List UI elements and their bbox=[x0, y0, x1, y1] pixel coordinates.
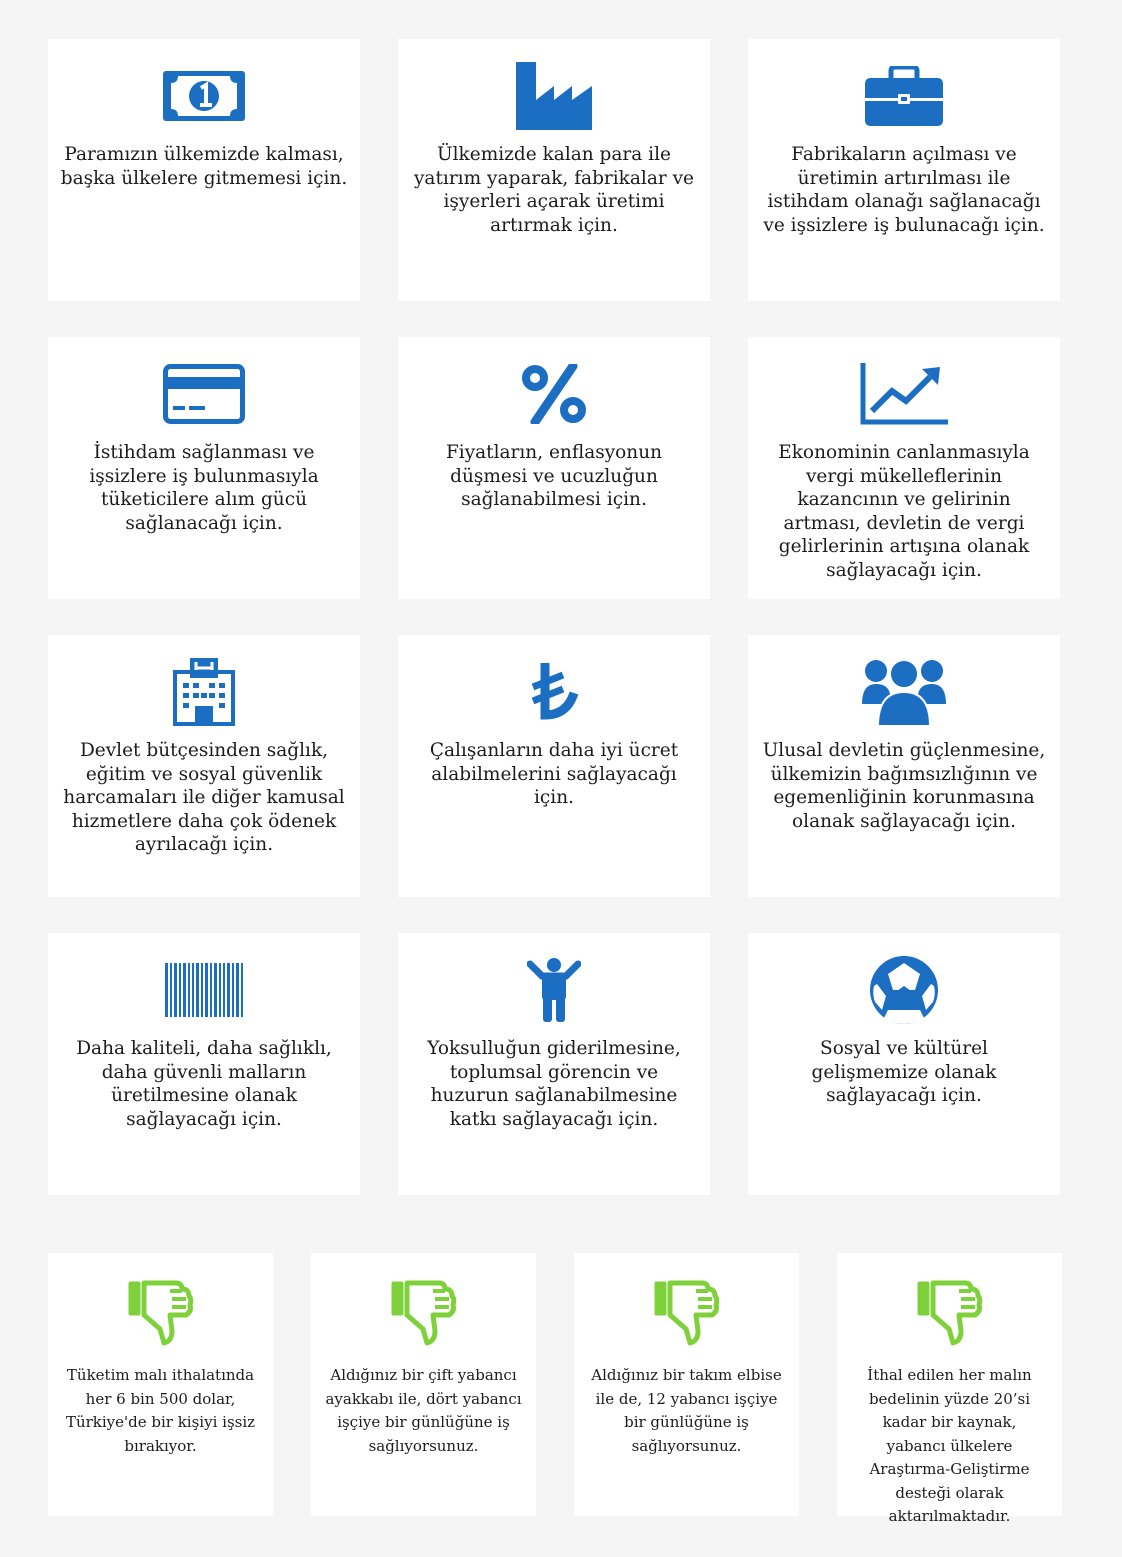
thumbs-down-icon bbox=[126, 1277, 196, 1347]
benefits-grid bbox=[48, 39, 1060, 1195]
benefit-card bbox=[398, 39, 710, 301]
benefit-text: Çalışanların daha iyi ücret alabilmelerini sağlayacağı için. bbox=[429, 740, 679, 808]
thumbs-down-icon bbox=[389, 1277, 459, 1347]
hospital-icon bbox=[159, 657, 249, 727]
benefit-card bbox=[748, 933, 1060, 1195]
benefit-text: Daha kaliteli, daha sağlıklı, daha güvenli malların üretilmesine olanak sağlayacağı için. bbox=[76, 1038, 332, 1130]
thumbs-down-icon bbox=[915, 1277, 985, 1347]
fact-text: Tüketim malı ithalatında her 6 bin 500 dolar, Türkiye'de bir kişiyi işsiz bırakıyor. bbox=[65, 1366, 256, 1455]
benefit-card bbox=[748, 39, 1060, 301]
benefit-card bbox=[48, 337, 360, 599]
credit-card-icon bbox=[159, 359, 249, 429]
benefit-text: Paramızın ülkemizde kalması, başka ülkelere gitmemesi için. bbox=[60, 144, 348, 189]
briefcase-icon bbox=[859, 61, 949, 131]
benefit-card bbox=[398, 933, 710, 1195]
fact-card bbox=[48, 1253, 273, 1516]
benefit-card bbox=[398, 635, 710, 897]
fact-text: Aldığınız bir takım elbise ile de, 12 yabancı işçiye bir günlüğüne iş sağlıyorsunuz. bbox=[591, 1366, 782, 1455]
benefit-text: İstihdam sağlanması ve işsizlere iş bulunmasıyla tüketicilere alım gücü sağlanacağı için. bbox=[89, 442, 319, 534]
fact-text: İthal edilen her malın bedelinin yüzde 20’si kadar bir kaynak, yabancı ülkelere Araştırma-Geliştirme desteği olarak aktarılmaktadır. bbox=[867, 1366, 1032, 1525]
thumbs-down-icon bbox=[652, 1277, 722, 1347]
benefit-card bbox=[398, 337, 710, 599]
barcode-icon bbox=[159, 955, 249, 1025]
benefit-text: Ülkemizde kalan para ile yatırım yaparak, fabrikalar ve işyerleri açarak üretimi artırmak için. bbox=[413, 144, 694, 236]
line-chart-icon bbox=[859, 359, 949, 429]
benefit-card bbox=[48, 635, 360, 897]
users-icon bbox=[859, 657, 949, 727]
benefit-text: Devlet bütçesinden sağlık, eğitim ve sosyal güvenlik harcamaları ile diğer kamusal hizmetlere daha çok ödenek ayrılacağı için. bbox=[63, 740, 345, 855]
fact-card bbox=[837, 1253, 1062, 1525]
benefit-text: Sosyal ve kültürel gelişmemize olanak sağlayacağı için. bbox=[811, 1038, 997, 1106]
facts-row bbox=[48, 1253, 1062, 1525]
benefit-text: Ekonominin canlanmasıyla vergi mükelleflerinin kazancının ve gelirinin artması, devletin de vergi gelirlerinin artışına olanak sağlayacağı için. bbox=[778, 442, 1030, 581]
percent-icon bbox=[509, 359, 599, 429]
child-icon bbox=[509, 955, 599, 1025]
benefit-text: Yoksulluğun giderilmesine, toplumsal görencin ve huzurun sağlanabilmesine katkı sağlayacağı için. bbox=[427, 1038, 681, 1130]
benefit-text: Ulusal devletin güçlenmesine, ülkemizin bağımsızlığının ve egemenliğinin korunmasına olanak sağlayacağı için. bbox=[762, 740, 1046, 832]
fact-text: Aldığınız bir çift yabancı ayakkabı ile, dört yabancı işçiye bir günlüğüne iş sağlıyorsunuz. bbox=[325, 1366, 522, 1455]
fact-card bbox=[311, 1253, 536, 1516]
soccer-ball-icon bbox=[859, 955, 949, 1025]
benefit-text: Fiyatların, enflasyonun düşmesi ve ucuzluğun sağlanabilmesi için. bbox=[445, 442, 663, 510]
factory-icon bbox=[509, 61, 599, 131]
benefit-text: Fabrikaların açılması ve üretimin artırılması ile istihdam olanağı sağlanacağı ve işsizlere iş bulunacağı için. bbox=[763, 144, 1045, 236]
benefit-card bbox=[748, 337, 1060, 599]
lira-icon bbox=[509, 657, 599, 727]
banknote-icon bbox=[159, 61, 249, 131]
fact-card bbox=[574, 1253, 799, 1516]
benefit-card bbox=[48, 933, 360, 1195]
benefit-card bbox=[48, 39, 360, 301]
benefit-card bbox=[748, 635, 1060, 897]
